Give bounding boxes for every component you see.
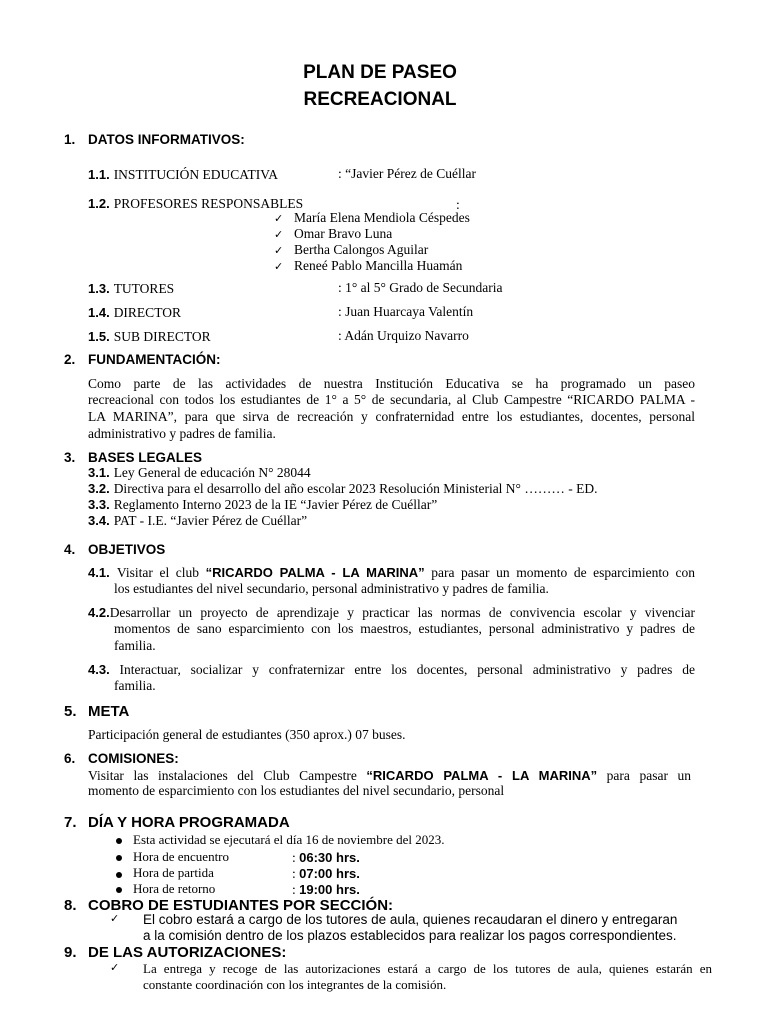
collection-line1: El cobro estará a cargo de los tutores de aula, quienes recaudaran el dinero y entregaran xyxy=(143,912,678,927)
check-icon: ✓ xyxy=(274,244,284,257)
legal-item: 3.4. PAT - I.E. “Javier Pérez de Cuéllar” xyxy=(88,513,308,528)
objective-4-3-line2: familia. xyxy=(114,678,156,693)
institution-value: : “Javier Pérez de Cuéllar xyxy=(338,166,476,181)
section-2-heading: 2. FUNDAMENTACIÓN: xyxy=(64,352,221,367)
section-7-heading: 7. DÍA Y HORA PROGRAMADA xyxy=(64,814,290,831)
authorizations-line2: constante coordinación con los integrantes de la comisión. xyxy=(143,977,447,992)
time-value: : 07:00 hrs. xyxy=(292,866,360,881)
bullet-icon xyxy=(116,872,122,878)
paragraph-line: administrativo y padres de familia. xyxy=(88,426,276,441)
section-9-heading: 9. DE LAS AUTORIZACIONES: xyxy=(64,944,287,961)
item-1-2: 1.2. PROFESORES RESPONSABLES xyxy=(88,196,304,211)
objective-4-1-line1: 4.1. Visitar el club “RICARDO PALMA - LA MARINA” para pasar un momento de esparcimiento con xyxy=(88,565,696,580)
bullet-icon xyxy=(116,838,122,844)
legal-item: 3.2. Directiva para el desarrollo del año escolar 2023 Resolución Ministerial N° ……… - ED. xyxy=(88,481,598,496)
legal-item: 3.3. Reglamento Interno 2023 de la IE “Javier Pérez de Cuéllar” xyxy=(88,497,438,512)
item-1-3: 1.3. TUTORES xyxy=(88,281,175,296)
teacher-item: ✓ Omar Bravo Luna xyxy=(274,226,393,241)
time-label: Hora de retorno xyxy=(133,881,216,896)
check-icon: ✓ xyxy=(274,212,284,225)
check-icon: ✓ xyxy=(110,912,120,925)
doc-title-line1: PLAN DE PASEO xyxy=(303,62,457,83)
objective-4-2-line2: momentos de sano esparcimiento con los maestros, estudiantes, personal administrativo y padres de xyxy=(114,621,695,636)
check-icon: ✓ xyxy=(274,260,284,273)
section-4-heading: 4. OBJETIVOS xyxy=(64,542,166,557)
section-3-heading: 3. BASES LEGALES xyxy=(64,450,203,465)
legal-item: 3.1. Ley General de educación N° 28044 xyxy=(88,465,311,480)
section-6-heading: 6. COMISIONES: xyxy=(64,751,179,766)
check-icon: ✓ xyxy=(110,961,120,974)
meta-text: Participación general de estudiantes (350 aprox.) 07 buses. xyxy=(88,727,406,742)
paragraph-line: Como parte de las actividades de nuestra Institución Educativa se ha programado un paseo xyxy=(88,376,695,391)
time-value: : 19:00 hrs. xyxy=(292,882,360,897)
objective-4-2-line1: 4.2.Desarrollar un proyecto de aprendizaje y practicar las normas de convivencia escolar y vivenciar xyxy=(88,605,695,620)
teacher-item: ✓ Bertha Calongos Aguilar xyxy=(274,242,429,257)
tutors-value: : 1° al 5° Grado de Secundaria xyxy=(338,280,503,295)
objective-4-2-line3: familia. xyxy=(114,638,156,653)
objective-4-3-line1: 4.3. Interactuar, socializar y confraternizar entre los docentes, personal administrativo y padres de xyxy=(88,662,695,677)
teacher-item: ✓ Reneé Pablo Mancilla Huamán xyxy=(274,258,463,273)
doc-title-line2: RECREACIONAL xyxy=(303,89,457,110)
objective-4-1-line2: los estudiantes del nivel secundario, personal administrativo y padres de familia. xyxy=(114,581,549,596)
time-label: Hora de partida xyxy=(133,865,214,880)
schedule-intro: Esta actividad se ejecutará el día 16 de noviembre del 2023. xyxy=(133,832,445,847)
item-1-1: 1.1. INSTITUCIÓN EDUCATIVA xyxy=(88,167,279,182)
collection-line2: a la comisión dentro de los plazos establecidos para realizar los pagos correspondientes. xyxy=(143,928,677,943)
paragraph-line: LA MARINA”, para que sirva de recreación y confraternidad entre los estudiantes, docentes, personal xyxy=(88,409,695,424)
check-icon: ✓ xyxy=(274,228,284,241)
subdirector-value: : Adán Urquizo Navarro xyxy=(338,328,469,343)
commissions-line2: momento de esparcimiento con los estudiantes del nivel secundario, personal xyxy=(88,783,505,798)
teachers-colon: : xyxy=(456,197,460,212)
section-1-heading: 1. DATOS INFORMATIVOS: xyxy=(64,132,245,147)
authorizations-line1: La entrega y recoge de las autorizaciones estará a cargo de los tutores de aula, quienes estarán en xyxy=(143,961,712,976)
director-value: : Juan Huarcaya Valentín xyxy=(338,304,474,319)
teacher-item: ✓ María Elena Mendiola Céspedes xyxy=(274,210,470,225)
item-1-4: 1.4. DIRECTOR xyxy=(88,305,181,320)
time-value: : 06:30 hrs. xyxy=(292,850,360,865)
time-label: Hora de encuentro xyxy=(133,849,230,864)
item-1-5: 1.5. SUB DIRECTOR xyxy=(88,329,211,344)
bullet-icon xyxy=(116,855,122,861)
paragraph-line: recreacional con todos los estudiantes de 1° a 5° de secundaria, al Club Campestre “RICARDO PALMA - xyxy=(88,392,695,407)
bullet-icon xyxy=(116,887,122,893)
commissions-line1: Visitar las instalaciones del Club Campestre “RICARDO PALMA - LA MARINA” para pasar un xyxy=(88,768,691,783)
section-5-heading: 5. META xyxy=(64,703,130,720)
section-8-heading: 8. COBRO DE ESTUDIANTES POR SECCIÓN: xyxy=(64,897,394,914)
